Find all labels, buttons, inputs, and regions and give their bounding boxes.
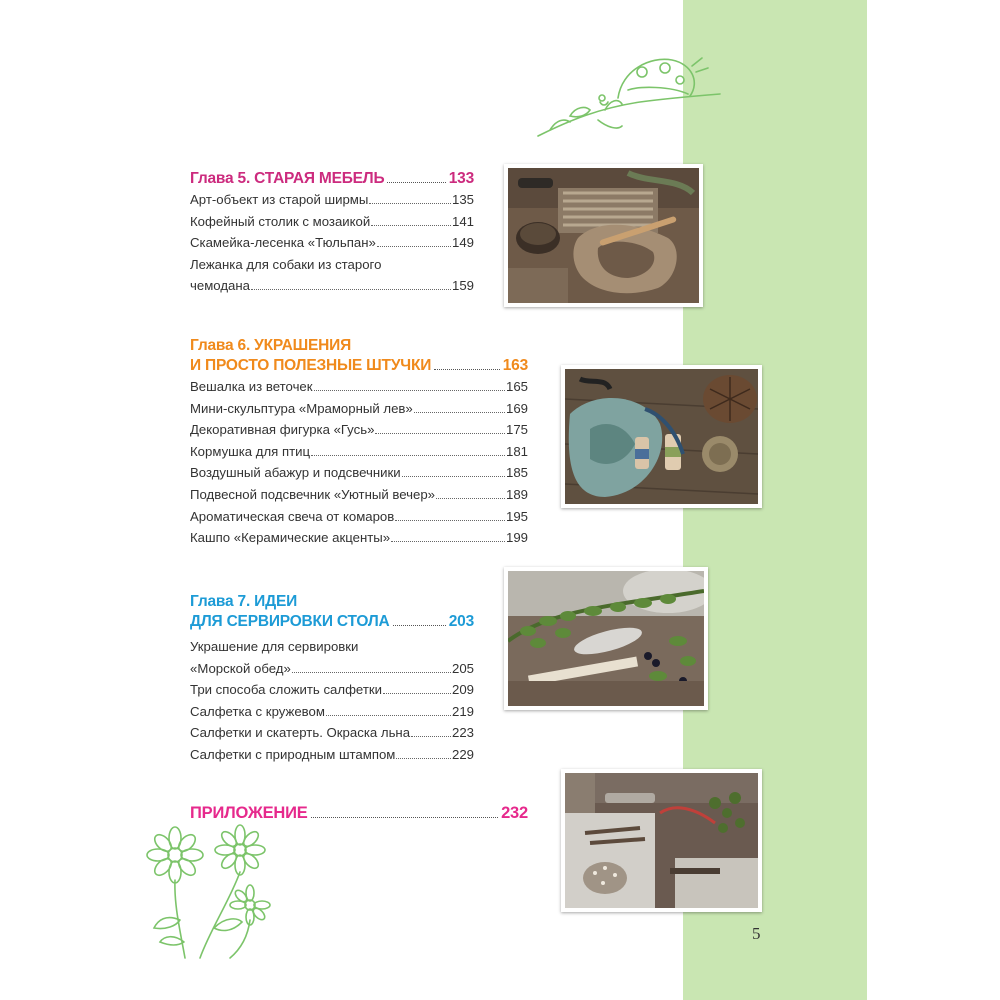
toc-entry[interactable]: [190, 506, 528, 528]
entry-title: Арт-объект из старой ширмы: [190, 192, 369, 207]
photo-appendix-tools: [561, 769, 762, 912]
entry-title: Салфетки с природным штампом: [190, 746, 396, 762]
entry-page: 199: [505, 530, 528, 546]
entry-title: Три способа сложить салфетки: [190, 682, 383, 698]
dot-leader: [292, 672, 451, 673]
dot-leader: [395, 520, 505, 521]
entry-title: Вешалка из веточек: [190, 379, 313, 394]
entry-page: 141: [451, 213, 474, 229]
entry-page: 209: [451, 682, 474, 698]
chapter-6-title-line1[interactable]: Глава 6. УКРАШЕНИЯ: [190, 337, 352, 354]
chapter-7-title-line2: ДЛЯ СЕРВИРОВКИ СТОЛА: [190, 613, 390, 630]
entry-page: 159: [451, 278, 474, 294]
entry-title-line1: Украшение для сервировки: [190, 639, 359, 654]
appendix-page: 232: [501, 804, 528, 822]
entry-page: 205: [451, 660, 474, 676]
appendix-heading[interactable]: [190, 803, 528, 823]
dot-leader: [311, 455, 505, 456]
toc-entry[interactable]: [190, 701, 474, 723]
dot-leader: [434, 369, 500, 370]
toc-entry[interactable]: [190, 211, 474, 233]
ladybug-doodle-icon: [530, 50, 730, 145]
chapter-5-title: Глава 5. СТАРАЯ МЕБЕЛЬ: [190, 170, 385, 187]
toc-entry[interactable]: [190, 441, 528, 463]
chapter-7-title-line1[interactable]: Глава 7. ИДЕИ: [190, 593, 298, 610]
appendix-title: ПРИЛОЖЕНИЕ: [190, 804, 308, 822]
chapter-5-page: 133: [448, 170, 474, 187]
dot-leader: [311, 817, 498, 818]
dot-leader: [391, 541, 505, 542]
entry-title-line1: Лежанка для собаки из старого: [190, 256, 382, 272]
flowers-doodle-icon: [130, 810, 310, 960]
toc-entry-multiline[interactable]: [190, 254, 474, 297]
dot-leader: [383, 693, 451, 694]
entry-page: 195: [505, 508, 528, 524]
toc-entry[interactable]: [190, 484, 528, 506]
toc-entry[interactable]: [190, 527, 528, 549]
chapter-6-block: [190, 336, 528, 549]
chapter-7-block: [190, 592, 474, 766]
entry-title: Ароматическая свеча от комаров: [190, 508, 395, 524]
toc-entry[interactable]: [190, 722, 474, 744]
toc-entry[interactable]: [190, 376, 528, 398]
dot-leader: [393, 625, 446, 626]
entry-page: 181: [505, 443, 528, 459]
entry-title: чемодана: [190, 278, 250, 294]
dot-leader: [375, 433, 505, 434]
toc-entry[interactable]: [190, 679, 474, 701]
toc-entry[interactable]: [190, 419, 528, 441]
entry-page: 135: [451, 192, 474, 207]
photo-decorations: [561, 365, 762, 508]
appendix-block: [190, 803, 528, 823]
dot-leader: [326, 715, 451, 716]
dot-leader: [251, 289, 451, 290]
entry-title: Скамейка-лесенка «Тюльпан»: [190, 235, 376, 251]
entry-title: Мини-скульптура «Мраморный лев»: [190, 400, 413, 416]
photo-old-furniture: [504, 164, 703, 307]
toc-entry-multiline[interactable]: [190, 636, 474, 679]
entry-page: 185: [505, 465, 528, 481]
dot-leader: [387, 182, 445, 183]
dot-leader: [396, 758, 451, 759]
toc-entry[interactable]: [190, 744, 474, 766]
chapter-7-heading[interactable]: [190, 612, 474, 632]
dot-leader: [377, 246, 451, 247]
entry-page: 229: [451, 746, 474, 762]
toc-entry[interactable]: [190, 398, 528, 420]
toc-entry[interactable]: [190, 462, 528, 484]
entry-title: Кормушка для птиц: [190, 443, 311, 459]
dot-leader: [314, 390, 505, 391]
chapter-6-page: 163: [502, 357, 528, 374]
dot-leader: [414, 412, 505, 413]
photo-table-setting: [504, 567, 708, 710]
entry-page: 149: [451, 235, 474, 251]
entry-page: 165: [505, 379, 528, 394]
entry-title: Салфетки и скатерть. Окраска льна: [190, 725, 411, 741]
entry-title: Салфетка с кружевом: [190, 703, 325, 719]
dot-leader: [371, 225, 451, 226]
entry-title: Подвесной подсвечник «Уютный вечер»: [190, 486, 436, 502]
entry-title: Кофейный столик с мозаикой: [190, 213, 371, 229]
chapter-5-block: [190, 169, 474, 297]
entry-title: Воздушный абажур и подсвечники: [190, 465, 401, 481]
entry-page: 223: [451, 725, 474, 741]
toc-entry[interactable]: [190, 232, 474, 254]
dot-leader: [402, 476, 505, 477]
entry-page: 219: [451, 703, 474, 719]
page-number: 5: [752, 924, 761, 943]
toc-entry[interactable]: [190, 189, 474, 211]
entry-page: 175: [505, 422, 528, 438]
dot-leader: [411, 736, 451, 737]
dot-leader: [369, 203, 451, 204]
entry-title: Декоративная фигурка «Гусь»: [190, 422, 375, 438]
entry-page: 189: [505, 486, 528, 502]
chapter-7-page: 203: [448, 613, 474, 630]
dot-leader: [436, 498, 505, 499]
entry-page: 169: [505, 400, 528, 416]
chapter-6-title-line2: И ПРОСТО ПОЛЕЗНЫЕ ШТУЧКИ: [190, 357, 432, 374]
entry-title: «Морской обед»: [190, 660, 291, 676]
entry-title: Кашпо «Керамические акценты»: [190, 530, 391, 546]
chapter-5-heading[interactable]: [190, 169, 474, 189]
chapter-6-heading[interactable]: [190, 356, 528, 376]
